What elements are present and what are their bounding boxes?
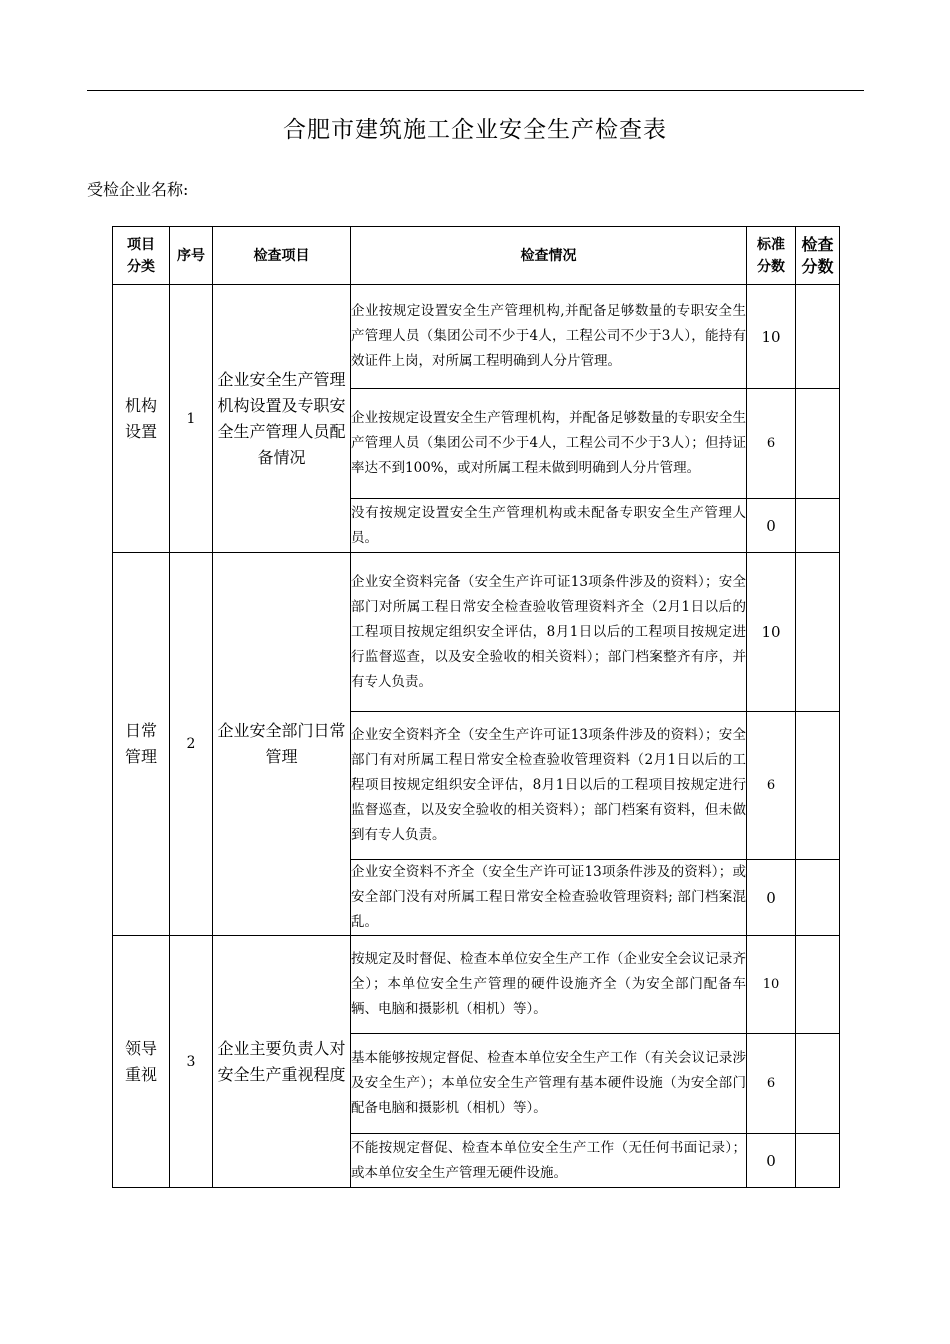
standard-score-cell: 10 (747, 285, 796, 389)
header-item: 检查项目 (213, 227, 351, 285)
situation-cell: 基本能够按规定督促、检查本单位安全生产工作（有关会议记录涉及安全生产）；本单位安全生产管理有基本硬件设施（为安全部门配备电脑和摄影机（相机）等）。 (351, 1034, 747, 1134)
check-score-cell[interactable] (796, 389, 840, 499)
standard-score-cell: 6 (747, 1034, 796, 1134)
standard-score-cell: 0 (747, 860, 796, 936)
header-row (113, 227, 840, 285)
page-title: 合肥市建筑施工企业安全生产检查表 (283, 117, 667, 143)
situation-cell: 企业按规定设置安全生产管理机构，并配备足够数量的专职安全生产管理人员（集团公司不少于4人，工程公司不少于3人）；但持证率达不到100%，或对所属工程未做到明确到人分片管理。 (351, 389, 747, 499)
situation-cell: 企业按规定设置安全生产管理机构,并配备足够数量的专职安全生产管理人员（集团公司不少于4人，工程公司不少于3人），能持有效证件上岗，对所属工程明确到人分片管理。 (351, 285, 747, 389)
standard-score-cell: 0 (747, 1134, 796, 1188)
check-score-cell[interactable] (796, 285, 840, 389)
situation-cell: 企业安全资料齐全（安全生产许可证13项条件涉及的资料）；安全部门有对所属工程日常安全检查验收管理资料（2月1日以后的工程项目按规定组织安全评估，8月1日以后的工程项目按规定进行监督巡查，以及安全验收的相关资料）；部门档案有资料，但未做到有专人负责。 (351, 712, 747, 860)
situation-cell: 企业安全资料完备（安全生产许可证13项条件涉及的资料）；安全部门对所属工程日常安全检查验收管理资料齐全（2月1日以后的工程项目按规定组织安全评估，8月1日以后的工程项目按规定进行监督巡查，以及安全验收的相关资料）；部门档案整齐有序，并有专人负责。 (351, 553, 747, 712)
header-situation: 检查情况 (351, 227, 747, 285)
header-standard-score: 标准 分数 (747, 227, 796, 285)
situation-cell: 企业安全资料不齐全（安全生产许可证13项条件涉及的资料）；或安全部门没有对所属工程日常安全检查验收管理资料; 部门档案混乱。 (351, 860, 747, 936)
check-score-cell[interactable] (796, 936, 840, 1034)
situation-cell: 按规定及时督促、检查本单位安全生产工作（企业安全会议记录齐全）；本单位安全生产管理的硬件设施齐全（为安全部门配备车辆、电脑和摄影机（相机）等）。 (351, 936, 747, 1034)
standard-score-cell: 6 (747, 712, 796, 860)
category-cell: 领导 重视 (113, 936, 170, 1188)
table-row (113, 553, 840, 712)
situation-cell: 不能按规定督促、检查本单位安全生产工作（无任何书面记录）；或本单位安全生产管理无硬件设施。 (351, 1134, 747, 1188)
seq-cell: 3 (170, 936, 213, 1188)
situation-cell: 没有按规定设置安全生产管理机构或未配备专职安全生产管理人员。 (351, 499, 747, 553)
check-score-cell[interactable] (796, 1134, 840, 1188)
item-cell: 企业主要负责人对安全生产重视程度 (213, 936, 351, 1188)
check-score-cell[interactable] (796, 860, 840, 936)
standard-score-cell: 10 (747, 553, 796, 712)
standard-score-cell: 10 (747, 936, 796, 1034)
check-score-cell[interactable] (796, 712, 840, 860)
seq-cell: 2 (170, 553, 213, 936)
check-score-cell[interactable] (796, 499, 840, 553)
inspection-table (112, 226, 840, 1188)
header-category: 项目 分类 (113, 227, 170, 285)
standard-score-cell: 6 (747, 389, 796, 499)
category-cell: 机构 设置 (113, 285, 170, 553)
header-seq: 序号 (170, 227, 213, 285)
item-cell: 企业安全生产管理机构设置及专职安全生产管理人员配备情况 (213, 285, 351, 553)
category-cell: 日常 管理 (113, 553, 170, 936)
item-cell: 企业安全部门日常管理 (213, 553, 351, 936)
company-name-label: 受检企业名称: (87, 180, 189, 199)
standard-score-cell: 0 (747, 499, 796, 553)
table-row (113, 936, 840, 1034)
seq-cell: 1 (170, 285, 213, 553)
check-score-cell[interactable] (796, 553, 840, 712)
table-row (113, 285, 840, 389)
header-check-score: 检查 分数 (796, 227, 840, 285)
top-rule (87, 90, 864, 91)
check-score-cell[interactable] (796, 1034, 840, 1134)
